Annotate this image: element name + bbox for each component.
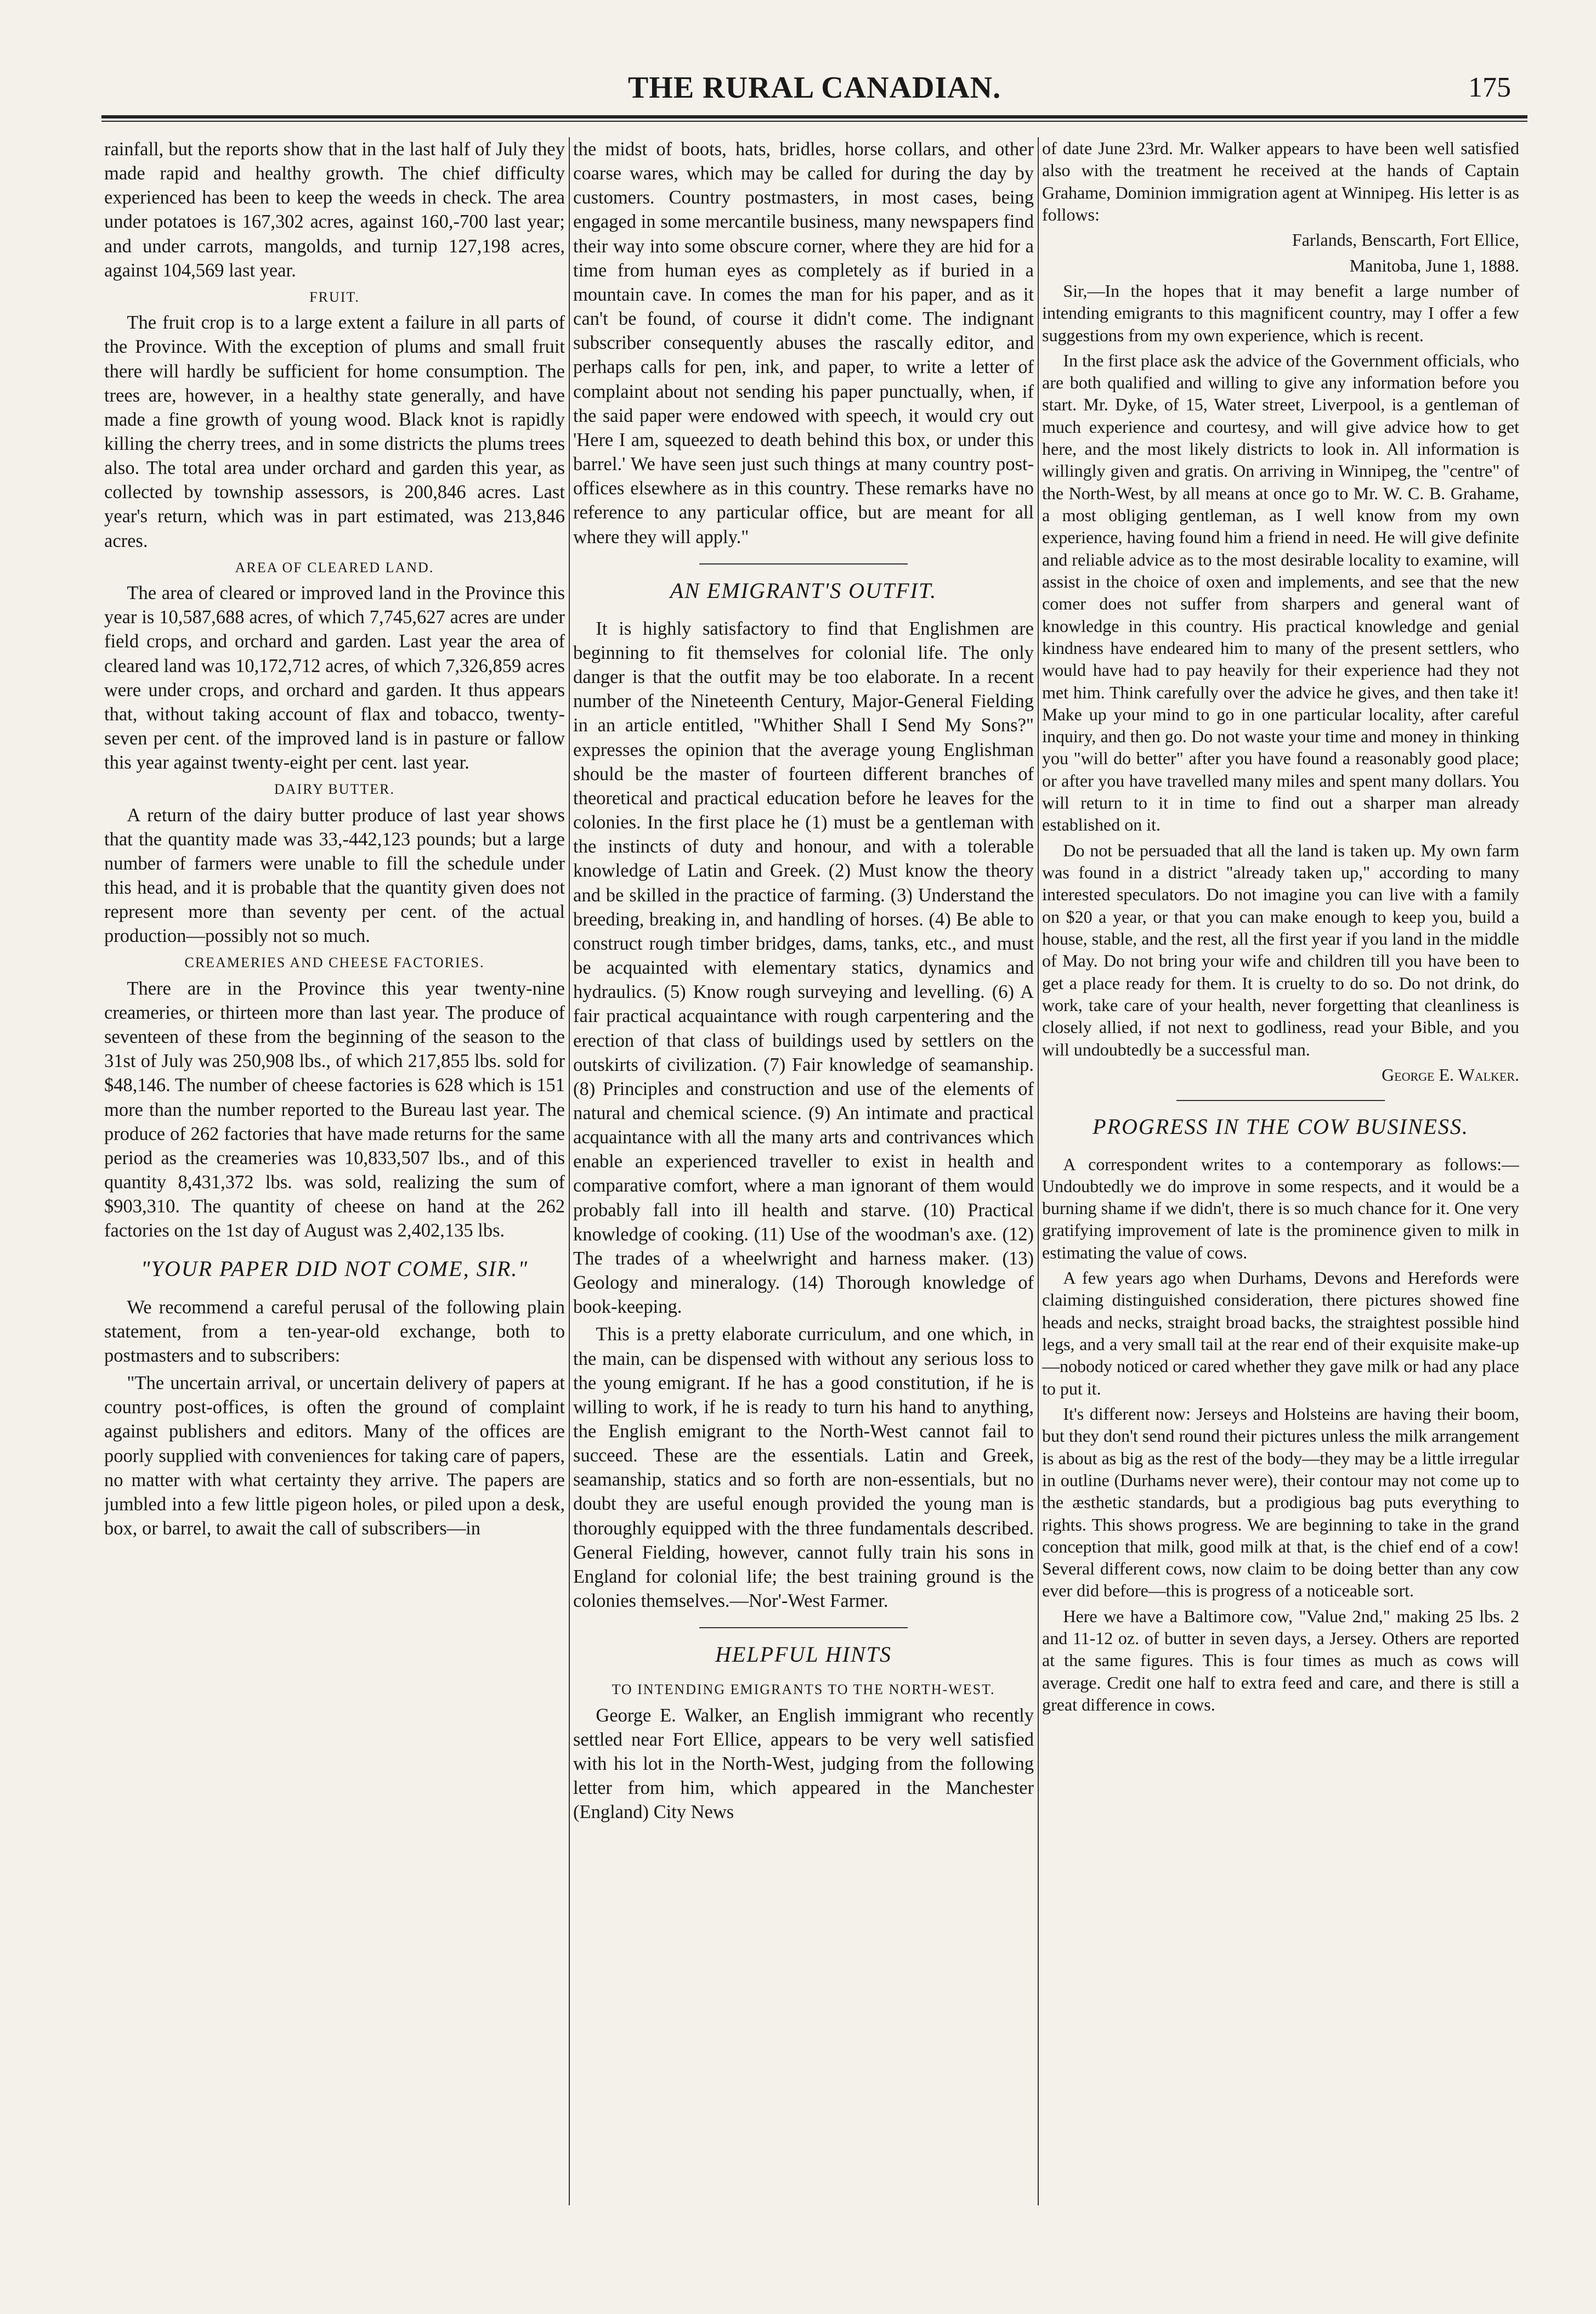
column-1 [104,137,565,2277]
article-title-paper: "YOUR PAPER DID NOT COME, SIR." [140,1256,529,1282]
paragraph: the midst of boots, hats, bridles, horse collars, and other coarse wares, which may be called for during the day by customers. Country postmasters, in most cases, being engaged in some mercantile business, many newspapers find their way into some obscure corner, where they are hid for a time from human eyes as completely as if buried in a mountain cave. In comes the man for his paper, and as it can't be found, of course it didn't come. The indignant subscriber consequently abuses the rascally editor, and perhaps calls for pen, ink, and paper, to write a letter of complaint about not sending his paper punctually, when, if the said paper were endowed with speech, it would cry out 'Here I am, squeezed to death behind this box, or under this barrel.' We have seen just such things at many country post-offices elsewhere as in this country. These remarks have no reference to any particular office, but are meant for all where they will apply." [573,139,1034,548]
article-title-cow: PROGRESS IN THE COW BUSINESS. [1093,1114,1469,1139]
article-title-hints: HELPFUL HINTS [715,1642,892,1667]
paragraph: There are in the Province this year twenty-nine creameries, or thirteen more than last year. The produce of seventeen of these from the beginning of the season to the 31st of July was 250,908 lbs., of which 217,855 lbs. sold for $48,146. The number of cheese factories is 628 which is 151 more than the number reported to the Bureau last year. The produce of 262 factories that have made returns for the same period as the creameries was 10,833,507 lbs., and of this quantity 8,431,372 lbs. was sold, realizing the sum of $903,310. The quantity of cheese on hand at the 262 factories on the 1st day of August was 2,402,135 lbs. [104,978,565,1241]
paragraph: A few years ago when Durhams, Devons and Herefords were claiming distinguished consideration, there pictures showed fine heads and necks, straight broad backs, the straightest possible hind legs, and a very small tail at the rear end of their exquisite make-up—nobody noticed or cared whether they gave milk or had any place to put it. [1042,1268,1519,1398]
paragraph: rainfall, but the reports show that in the last half of July they made rapid and healthy growth. The chief difficulty experienced has been to keep the weeds in check. The area under potatoes is 167,302 acres, against 160,-700 last year; and under carrots, mangolds, and turnip 127,198 acres, against 104,569 last year. [104,139,565,281]
section-heading-cleared-land: AREA OF CLEARED LAND. [235,559,434,575]
paragraph: Here we have a Baltimore cow, "Value 2nd," making 25 lbs. 2 and 11-12 oz. of butter in seven days, a Jersey. Others are reported at the same figures. This is four times as much as cows will average. Credit one half to extra feed and care, and there is still a great difference in cows. [1042,1606,1519,1715]
letter-signature: George E. Walker. [1382,1064,1519,1085]
column-2 [573,137,1034,2277]
paragraph: The fruit crop is to a large extent a failure in all parts of the Province. With the exception of plums and small fruit there will hardly be sufficient for home consumption. The trees are, however, in a healthy state generally, and have made a fine growth of young wood. Black knot is rapidly killing the cherry trees, and in some districts the plums trees also. The total area under orchard and garden this year, as collected by township assessors, is 200,846 acres. Last year's return, which was in part estimated, was 213,846 acres. [104,312,565,551]
letter-address: Farlands, Benscarth, Fort Ellice, [1292,230,1519,250]
section-rule [1176,1100,1385,1101]
header-rule [101,115,1527,122]
section-heading-creameries: CREAMERIES AND CHEESE FACTORIES. [184,955,485,971]
paragraph: This is a pretty elaborate curriculum, and one which, in the main, can be dispensed with without any serious loss to the young emigrant. If he has a good constitution, if he is willing to work, if he is ready to turn his hand to anything, the English emigrant to the North-West cannot fail to succeed. These are the essentials. Latin and Greek, seamanship, statics and so forth are non-essentials, but no doubt they are useful enough provided the young man is thoroughly equipped with the three fundamentals described. General Fielding, however, cannot fully train his sons in England for colonial life; the best training ground is the colonies themselves.—Nor'-West Farmer. [573,1324,1034,1612]
section-rule [699,563,908,565]
column-3 [1042,137,1519,2277]
masthead: THE RURAL CANADIAN. [627,71,1001,105]
paragraph: of date June 23rd. Mr. Walker appears to have been well satisfied also with the treatment he received at the hands of Captain Grahame, Dominion immigration agent at Winnipeg. His letter is as follows: [1042,138,1519,224]
paragraph: George E. Walker, an English immigrant who recently settled near Fort Ellice, appears to be very well satisfied with his lot in the North-West, judging from the following letter from him, which appeared in the Manchester (England) City News [573,1705,1034,1823]
page-number: 175 [1468,72,1511,103]
page-header [101,65,1527,112]
article-subtitle: TO INTENDING EMIGRANTS TO THE NORTH-WEST. [612,1681,995,1698]
paragraph: It is highly satisfactory to find that Englishmen are beginning to fit themselves for colonial life. The only danger is that the outfit may be too elaborate. In a recent number of the Nineteenth Century, Major-General Fielding in an article entitled, "Whither Shall I Send My Sons?" expresses the opinion that the average young Englishman should be the master of fourteen different branches of theoretical and practical education before he leaves for the colonies. In the first place he (1) must be a gentleman with the instincts of duty and honour, and with a tolerable knowledge of Latin and Greek. (2) Must know the theory and be skilled in the practice of farming. (3) Understand the breeding, breaking in, and handling of horses. (4) Be able to construct rough timber bridges, dams, tanks, etc., and must be acquainted with elementary statics, dynamics and hydraulics. (5) Know rough surveying and levelling. (6) A fair practical acquaintance with rough carpentering and the erection of that class of buildings used by settlers on the outskirts of civilization. (7) Fair knowledge of seamanship. (8) Principles and construction and use of the elements of natural and chemical science. (9) An intimate and practical acquaintance with all the many arts and contrivances which enable an experienced traveller to exist in health and comparative comfort, where a man ignorant of them would probably fall into ill health and starve. (10) Practical knowledge of cooking. (11) Use of the woodman's axe. (12) The trades of a wheelwright and harness maker. (13) Geology and mineralogy. (14) Thorough knowledge of book-keeping. [573,618,1034,1318]
paragraph: A return of the dairy butter produce of last year shows that the quantity made was 33,-442,123 pounds; but a large number of farmers were unable to fill the schedule under this head, and it is probable that the quantity given does not represent more than seventy per cent. of the actual production—possibly not so much. [104,804,565,947]
paragraph: A correspondent writes to a contemporary as follows:— Undoubtedly we do improve in some respects, and it would be a burning shame if we didn't, there is so much chance for it. One very gratifying improvement of late is the prominence given to milk in estimating the value of cows. [1042,1154,1519,1262]
article-title-outfit: AN EMIGRANT'S OUTFIT. [670,578,937,603]
paragraph: Do not be persuaded that all the land is taken up. My own farm was found in a district "already taken up," according to many interested speculators. Do not imagine you can live with a family on $20 a year, or that you can make enough to keep you, build a house, stable, and the rest, all the first year if you land in the middle of May. Do not bring your wife and children till you have been to get a place ready for them. It is cruelty to do so. Do not drink, do work, take care of your health, never forgetting that cleanliness is closely allied, if not next to godliness, read your Bible, and you will undoubtedly be a successful man. [1042,840,1519,1059]
paragraph: In the first place ask the advice of the Government officials, who are both qualified and willing to give any information before you start. Mr. Dyke, of 15, Water street, Liverpool, is a gentleman of much experience and courtesy, and will give advice how to get here, and the most likely districts to look in. All information is willingly given and gratis. On arriving in Winnipeg, the "centre" of the North-West, by all means at once go to Mr. W. C. B. Grahame, a most obliging gentleman, as I well know from my own experience, having found him a friend in need. He will give definite and reliable advice as to the most desirable locality to examine, will assist in the choice of oxen and implements, and see that the new comer does not suffer from sharpers and general want of knowledge in this country. His practical knowledge and genial kindness have endeared him to many of the present settlers, who would have had to pay heavily for their experience had they not met him. Think carefully over the advice he gives, and then take it! Make up your mind to go in one particular locality, after careful inquiry, and then go. Do not waste your time and money in thinking you "will do better" after you have found a reasonably good place; or after you have travelled many miles and spent many dollars. You will return to it in time to find out a sharper man already established on it. [1042,350,1519,835]
letter-date: Manitoba, June 1, 1888. [1349,255,1519,275]
column-divider [1038,137,1039,2205]
section-rule [699,1627,908,1628]
section-heading-dairy-butter: DAIRY BUTTER. [274,781,395,798]
paragraph: "The uncertain arrival, or uncertain delivery of papers at country post-offices, is often the ground of complaint against publishers and editors. Many of the offices are poorly supplied with conveniences for taking care of papers, no matter with what certainty they arrive. The papers are jumbled into a few little pigeon holes, or piled upon a desk, box, or barrel, to await the call of subscribers—in [104,1373,565,1539]
column-divider [569,137,570,2205]
paragraph: We recommend a careful perusal of the following plain statement, from a ten-year-old exchange, both to postmasters and to subscribers: [104,1296,565,1366]
paragraph: It's different now: Jerseys and Holsteins are having their boom, but they don't send round their pictures unless the milk arrangement is about as big as the rest of the body—they may be a little irregular in outline (Durhams never were), their contour may not come up to the æsthetic standards, but a prodigious bag puts everything to rights. This shows progress. We are beginning to take in the grand conception that milk, good milk at that, is the chief end of a cow! Several different cows, now claim to be doing better than any cow ever did before—this is progress of a noticeable sort. [1042,1403,1519,1601]
paragraph: The area of cleared or improved land in the Province this year is 10,587,688 acres, of which 7,745,627 acres are under field crops, and orchard and garden. Last year the area of cleared land was 10,172,712 acres, of which 7,326,859 acres were under crops, and orchard and garden. It thus appears that, without taking account of flax and tobacco, twenty-seven per cent. of the improved land is in pasture or fallow this year against twenty-eight per cent. last year. [104,583,565,774]
paragraph: Sir,—In the hopes that it may benefit a large number of intending emigrants to this magnificent country, may I offer a few suggestions from my own experience, which is recent. [1042,280,1519,345]
section-heading-fruit: FRUIT. [309,289,360,305]
